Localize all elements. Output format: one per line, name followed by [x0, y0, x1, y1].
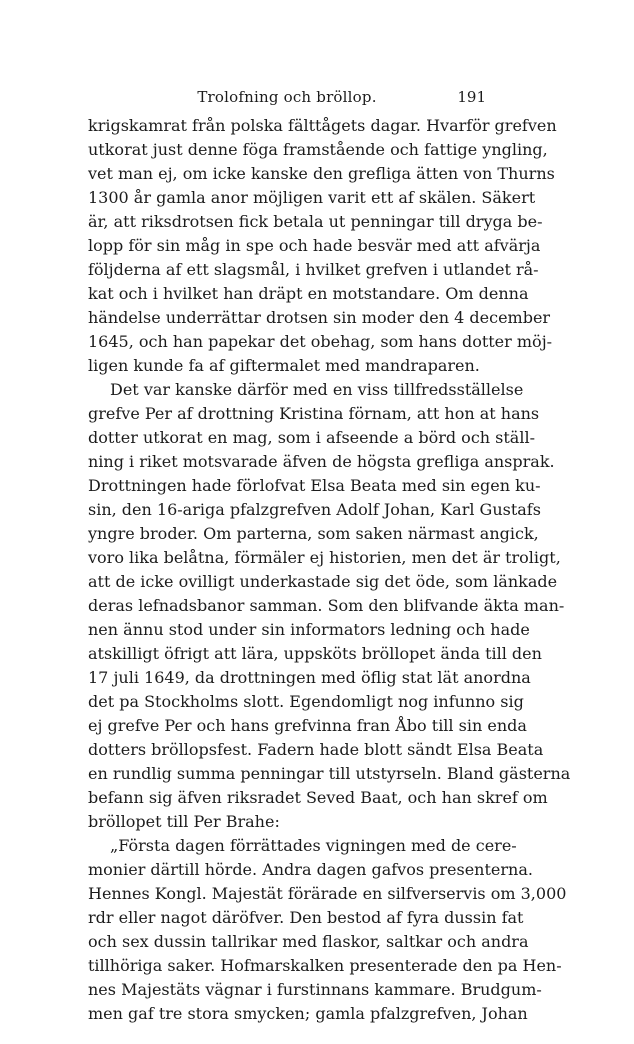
text-line: ligen kunde fa af giftermalet med mandraparen. [88, 356, 480, 375]
text-line: vet man ej, om icke kanske den grefliga ätten von Thurns [88, 164, 555, 183]
text-line: bröllopet till Per Brahe: [88, 812, 280, 831]
text-line: befann sig äfven riksradet Seved Baat, och han skref om [88, 788, 548, 807]
text-line: „Första dagen förrättades vigningen med de cere- [110, 836, 517, 855]
text-line: och sex dussin tallrikar med flaskor, saltkar och andra [88, 932, 529, 951]
text-line: sin, den 16-ariga pfalzgrefven Adolf Johan, Karl Gustafs [88, 500, 541, 519]
text-line: 1645, och han papekar det obehag, som hans dotter möj- [88, 332, 553, 351]
text-line: kat och i hvilket han dräpt en motstandare. Om denna [88, 284, 529, 303]
text-line: att de icke ovilligt underkastade sig det öde, som länkade [88, 572, 558, 591]
text-line: grefve Per af drottning Kristina förnam, att hon at hans [88, 404, 540, 423]
body-text [88, 114, 571, 1026]
text-line: deras lefnadsbanor samman. Som den blifvande äkta man- [88, 596, 565, 615]
text-line: en rundlig summa penningar till utstyrseln. Bland gästerna [88, 764, 571, 783]
text-line: men gaf tre stora smycken; gamla pfalzgrefven, Johan [88, 1004, 528, 1023]
page-number: 191 [457, 88, 486, 106]
running-head [88, 88, 486, 110]
text-line: atskilligt öfrigt att lära, uppsköts bröllopet ända till den [88, 644, 542, 663]
text-line: Hennes Kongl. Majestät förärade en silfverservis om 3,000 [88, 884, 567, 903]
text-line: tillhöriga saker. Hofmarskalken presenterade den pa Hen- [88, 956, 562, 975]
text-line: det pa Stockholms slott. Egendomligt nog infunno sig [88, 692, 524, 711]
text-line: händelse underrättar drotsen sin moder den 4 december [88, 308, 551, 327]
text-line: lopp för sin måg in spe och hade besvär med att afvärja [88, 236, 541, 255]
text-line: voro lika belåtna, förmäler ej historien, men det är troligt, [88, 548, 561, 567]
text-line: yngre broder. Om parterna, som saken närmast angick, [88, 524, 539, 543]
text-line: monier därtill hörde. Andra dagen gafvos presenterna. [88, 860, 533, 879]
text-line: dotter utkorat en mag, som i afseende a börd och ställ- [88, 428, 535, 447]
text-line: är, att riksdrotsen fick betala ut penningar till dryga be- [88, 212, 543, 231]
text-line: krigskamrat från polska fälttågets dagar. Hvarför grefven [88, 116, 557, 135]
text-line: ning i riket motsvarade äfven de högsta grefliga ansprak. [88, 452, 555, 471]
text-line: rdr eller nagot däröfver. Den bestod af fyra dussin fat [88, 908, 524, 927]
text-line: 1300 år gamla anor möjligen varit ett af skälen. Säkert [88, 188, 536, 207]
text-line: följderna af ett slagsmål, i hvilket grefven i utlandet rå- [88, 260, 539, 279]
text-line: Drottningen hade förlofvat Elsa Beata med sin egen ku- [88, 476, 541, 495]
text-line: ej grefve Per och hans grefvinna fran Åbo till sin enda [88, 716, 527, 735]
text-line: nes Majestäts vägnar i furstinnans kammare. Brudgum- [88, 980, 542, 999]
text-line: 17 juli 1649, da drottningen med öflig stat lät anordna [88, 668, 531, 687]
text-line: nen ännu stod under sin informators ledning och hade [88, 620, 530, 639]
text-line: dotters bröllopsfest. Fadern hade blott sändt Elsa Beata [88, 740, 544, 759]
running-title: Trolofning och bröllop. [197, 88, 377, 106]
text-line: utkorat just denne föga framstående och fattige yngling, [88, 140, 548, 159]
text-line: Det var kanske därför med en viss tillfredsställelse [110, 380, 524, 399]
